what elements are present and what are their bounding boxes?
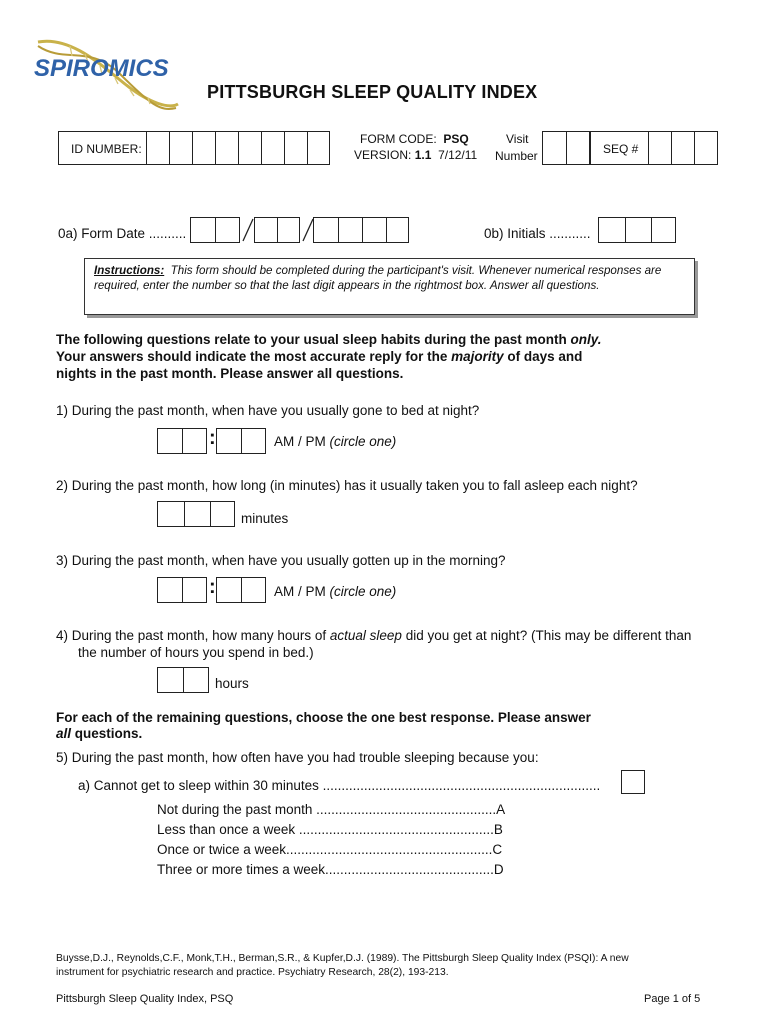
initials-field[interactable] bbox=[598, 217, 676, 243]
initials-label: 0b) Initials ........... bbox=[484, 226, 591, 241]
option-d[interactable]: Three or more times a week.............................................D bbox=[157, 862, 504, 877]
citation-line-1: Buysse,D.J., Reynolds,C.F., Monk,T.H., Berman,S.R., & Kupfer,D.J. (1989). The Pittsburgh Sleep Quality Index (PSQI): A new bbox=[56, 953, 629, 964]
instructions-text: This form should be completed during the participant's visit. Whenever numerical responses are required, enter the number so that the last digit appears in the rightmost box. Answer all questions. bbox=[94, 264, 662, 292]
q3-minute-field[interactable] bbox=[216, 577, 266, 603]
remaining-note-1: For each of the remaining questions, choose the one best response. Please answer bbox=[56, 710, 591, 725]
question-5: 5) During the past month, how often have you had trouble sleeping because you: bbox=[56, 750, 539, 765]
id-number-field[interactable] bbox=[58, 131, 330, 165]
q1-minute-field[interactable] bbox=[216, 428, 266, 454]
seq-label: SEQ # bbox=[603, 142, 639, 156]
seq-field[interactable] bbox=[590, 131, 718, 165]
q5a-answer-field[interactable] bbox=[621, 770, 645, 794]
q4-unit: hours bbox=[215, 676, 249, 691]
question-2: 2) During the past month, how long (in minutes) has it usually taken you to fall asleep each night? bbox=[56, 478, 638, 493]
colon-separator: : bbox=[209, 576, 216, 598]
form-date-label: 0a) Form Date .......... bbox=[58, 226, 187, 241]
q3-hour-field[interactable] bbox=[157, 577, 207, 603]
q4-hours-field[interactable] bbox=[157, 667, 209, 693]
citation-line-2: instrument for psychiatric research and practice. Psychiatry Research, 28(2), 193-213. bbox=[56, 967, 449, 978]
question-3: 3) During the past month, when have you usually gotten up in the morning? bbox=[56, 553, 506, 568]
visit-label-number: Number bbox=[495, 149, 538, 163]
logo-text: SPIROMICS bbox=[34, 55, 169, 82]
instructions-box bbox=[84, 258, 695, 315]
q1-hour-field[interactable] bbox=[157, 428, 207, 454]
form-date-year[interactable] bbox=[313, 217, 409, 243]
option-b[interactable]: Less than once a week ....................................................B bbox=[157, 822, 503, 837]
visit-number-field[interactable] bbox=[542, 131, 590, 165]
option-a[interactable]: Not during the past month ................................................A bbox=[157, 802, 506, 817]
form-code: FORM CODE: PSQ bbox=[360, 132, 469, 146]
question-4-line-2: the number of hours you spend in bed.) bbox=[78, 645, 314, 660]
id-number-label: ID NUMBER: bbox=[71, 142, 142, 156]
intro-line-1: The following questions relate to your usual sleep habits during the past month only. bbox=[56, 332, 602, 347]
intro-line-3: nights in the past month. Please answer all questions. bbox=[56, 366, 404, 381]
q2-minutes-field[interactable] bbox=[157, 501, 235, 527]
option-c[interactable]: Once or twice a week.......................................................C bbox=[157, 842, 503, 857]
visit-label: Visit bbox=[506, 132, 529, 146]
instructions-label: Instructions: bbox=[94, 264, 165, 277]
question-5a: a) Cannot get to sleep within 30 minutes .......................................................................... bbox=[78, 778, 601, 793]
form-date-day[interactable] bbox=[254, 217, 300, 243]
question-4: 4) During the past month, how many hours of actual sleep did you get at night? (This may be different than bbox=[56, 628, 692, 643]
remaining-note-2: all questions. bbox=[56, 726, 143, 741]
q2-unit: minutes bbox=[241, 511, 289, 526]
colon-separator: : bbox=[209, 427, 216, 449]
form-version: VERSION: 1.1 7/12/11 bbox=[354, 148, 478, 162]
q3-ampm[interactable]: AM / PM (circle one) bbox=[274, 584, 397, 599]
intro-line-2: Your answers should indicate the most accurate reply for the majority of days and bbox=[56, 349, 583, 364]
footer-page-number: Page 1 of 5 bbox=[644, 993, 701, 1005]
spiromics-logo bbox=[30, 34, 180, 114]
q1-ampm[interactable]: AM / PM (circle one) bbox=[274, 434, 397, 449]
page-title: PITTSBURGH SLEEP QUALITY INDEX bbox=[207, 82, 538, 102]
form-date-month[interactable] bbox=[190, 217, 240, 243]
footer-left: Pittsburgh Sleep Quality Index, PSQ bbox=[56, 993, 234, 1005]
question-1: 1) During the past month, when have you usually gone to bed at night? bbox=[56, 403, 480, 418]
